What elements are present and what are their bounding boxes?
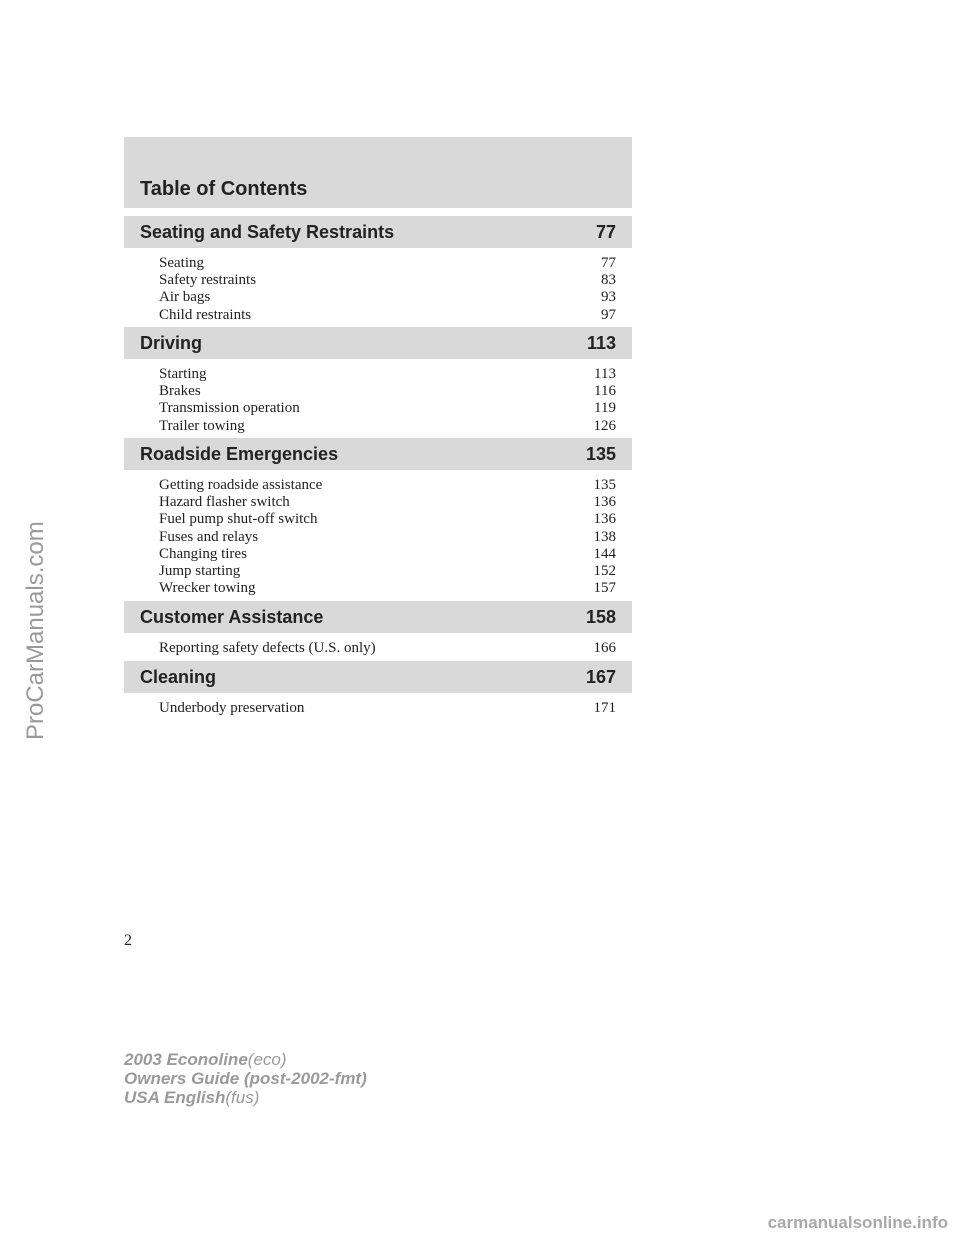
footer-language-code: (fus) [225, 1088, 260, 1107]
footer-model-code: (eco) [247, 1050, 287, 1069]
entry-title: Brakes [159, 383, 201, 400]
section-page: 135 [585, 444, 616, 464]
document-footer [124, 1050, 367, 1107]
toc-entry [159, 700, 616, 717]
entry-title: Jump starting [159, 562, 241, 579]
section-header-seating [124, 216, 632, 248]
footer-line-1 [124, 1050, 367, 1069]
entry-page: 171 [593, 700, 616, 716]
entry-page: 83 [601, 272, 616, 289]
toc-entry [159, 640, 616, 657]
section-page: 77 [595, 222, 616, 242]
entry-page: 157 [593, 580, 616, 597]
footer-guide: Owners Guide (post-2002-fmt) [124, 1069, 367, 1088]
entry-page: 97 [601, 306, 616, 323]
toc-entry [159, 307, 616, 324]
entry-title: Fuses and relays [159, 528, 259, 545]
toc-entry [159, 366, 616, 383]
side-watermark: ProCarManuals.com [22, 521, 49, 740]
section-page: 158 [585, 607, 616, 627]
entry-page: 135 [593, 477, 616, 493]
entry-title: Underbody preservation [159, 700, 305, 716]
entry-title: Child restraints [159, 306, 252, 323]
section-entries-cleaning [159, 700, 616, 717]
footer-model: 2003 Econoline [124, 1050, 248, 1069]
entry-title: Hazard flasher switch [159, 494, 290, 511]
footer-language: USA English [124, 1088, 226, 1107]
section-header-customer-assistance [124, 601, 632, 633]
entry-title: Trailer towing [159, 417, 245, 434]
toc-entry [159, 255, 616, 272]
toc-entry [159, 477, 616, 494]
entry-page: 116 [594, 383, 616, 400]
entry-page: 138 [593, 528, 616, 545]
section-title: Customer Assistance [140, 607, 324, 627]
footer-line-3 [124, 1088, 367, 1107]
section-header-cleaning [124, 661, 632, 693]
section-header-roadside [124, 438, 632, 470]
section-entries-roadside [159, 477, 616, 597]
entry-title: Reporting safety defects (U.S. only) [159, 640, 376, 656]
section-title: Roadside Emergencies [140, 444, 339, 464]
entry-title: Fuel pump shut-off switch [159, 511, 318, 528]
toc-entry [159, 546, 616, 563]
entry-title: Air bags [159, 289, 211, 306]
entry-page: 152 [593, 562, 616, 579]
entry-page: 119 [594, 400, 616, 417]
section-page: 113 [586, 333, 616, 353]
footer-line-2 [124, 1069, 367, 1088]
toc-entry [159, 563, 616, 580]
section-title: Seating and Safety Restraints [140, 222, 395, 242]
section-header-driving [124, 327, 632, 359]
entry-page: 144 [593, 545, 616, 562]
bottom-watermark: carmanualsonline.info [767, 1213, 948, 1232]
entry-page: 77 [601, 255, 616, 271]
page-number: 2 [124, 932, 132, 949]
section-title: Driving [140, 333, 203, 353]
entry-title: Transmission operation [159, 400, 300, 417]
entry-page: 126 [593, 417, 616, 434]
entry-title: Safety restraints [159, 272, 257, 289]
section-title: Cleaning [140, 667, 217, 687]
toc-entry [159, 511, 616, 528]
entry-page: 136 [593, 494, 616, 511]
entry-page: 166 [593, 640, 616, 656]
entry-page: 93 [601, 289, 616, 306]
entry-title: Wrecker towing [159, 580, 256, 597]
entry-title: Changing tires [159, 545, 247, 562]
entry-title: Seating [159, 255, 204, 271]
toc-entry [159, 418, 616, 435]
page-title: Table of Contents [140, 178, 308, 200]
entry-page: 136 [593, 511, 616, 528]
section-page: 167 [585, 667, 616, 687]
entry-title: Starting [159, 366, 207, 382]
toc-entry [159, 580, 616, 597]
toc-entry [159, 529, 616, 546]
toc-entry [159, 289, 616, 306]
entry-page: 113 [594, 366, 616, 382]
section-entries-seating [159, 255, 616, 324]
toc-entry [159, 272, 616, 289]
toc-entry [159, 494, 616, 511]
section-entries-driving [159, 366, 616, 435]
toc-entry [159, 400, 616, 417]
toc-entry [159, 383, 616, 400]
entry-title: Getting roadside assistance [159, 477, 323, 493]
section-entries-customer-assistance [159, 640, 616, 657]
